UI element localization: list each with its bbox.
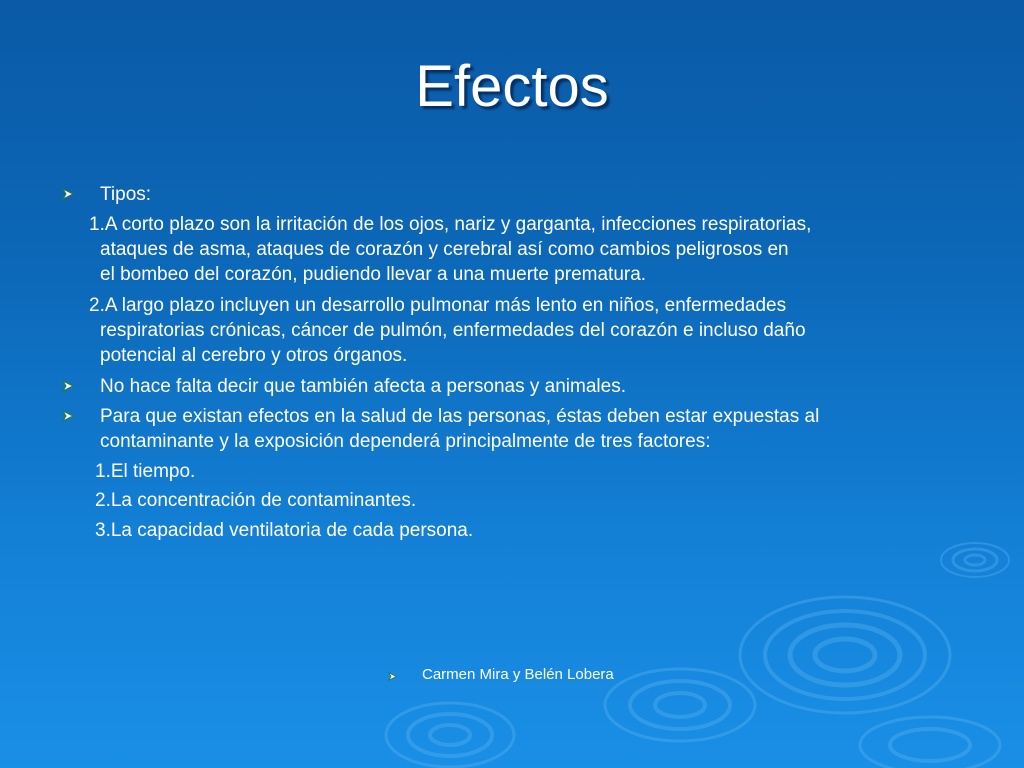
footer-authors: Carmen Mira y Belén Lobera	[422, 666, 614, 683]
arrowhead-bullet-icon	[388, 672, 397, 681]
sub-item-1-line1: 1.A corto plazo son la irritación de los ojos, nariz y garganta, infecciones respiratorias,	[89, 214, 812, 235]
sub-item-2-line2: respiratorias crónicas, cáncer de pulmón, enfermedades del corazón e incluso daño	[100, 320, 806, 341]
arrowhead-bullet-icon	[62, 380, 74, 392]
sub-item-1-line3: el bombeo del corazón, pudiendo llevar a una muerte prematura.	[100, 264, 647, 285]
bullet-efectos-salud-line1: Para que existan efectos en la salud de las personas, éstas deben estar expuestas al	[100, 406, 820, 427]
bullet-animales: No hace falta decir que también afecta a personas y animales.	[100, 376, 626, 397]
arrowhead-bullet-icon	[62, 410, 74, 422]
sub-item-2-line1: 2.A largo plazo incluyen un desarrollo pulmonar más lento en niños, enfermedades	[89, 295, 787, 316]
factor-item: 1.El tiempo.	[95, 461, 196, 482]
sub-item-1-line2: ataques de asma, ataques de corazón y cerebral así como cambios peligrosos en	[100, 239, 789, 260]
slide-title: Efectos	[415, 54, 609, 119]
bullet-tipos: Tipos:	[100, 184, 152, 205]
sub-item-2-line3: potencial al cerebro y otros órganos.	[100, 345, 408, 366]
bullet-efectos-salud-line2: contaminante y la exposición dependerá principalmente de tres factores:	[100, 431, 711, 452]
factor-item: 3.La capacidad ventilatoria de cada persona.	[95, 520, 474, 541]
factor-item: 2.La concentración de contaminantes.	[95, 490, 417, 511]
arrowhead-bullet-icon	[62, 188, 74, 200]
